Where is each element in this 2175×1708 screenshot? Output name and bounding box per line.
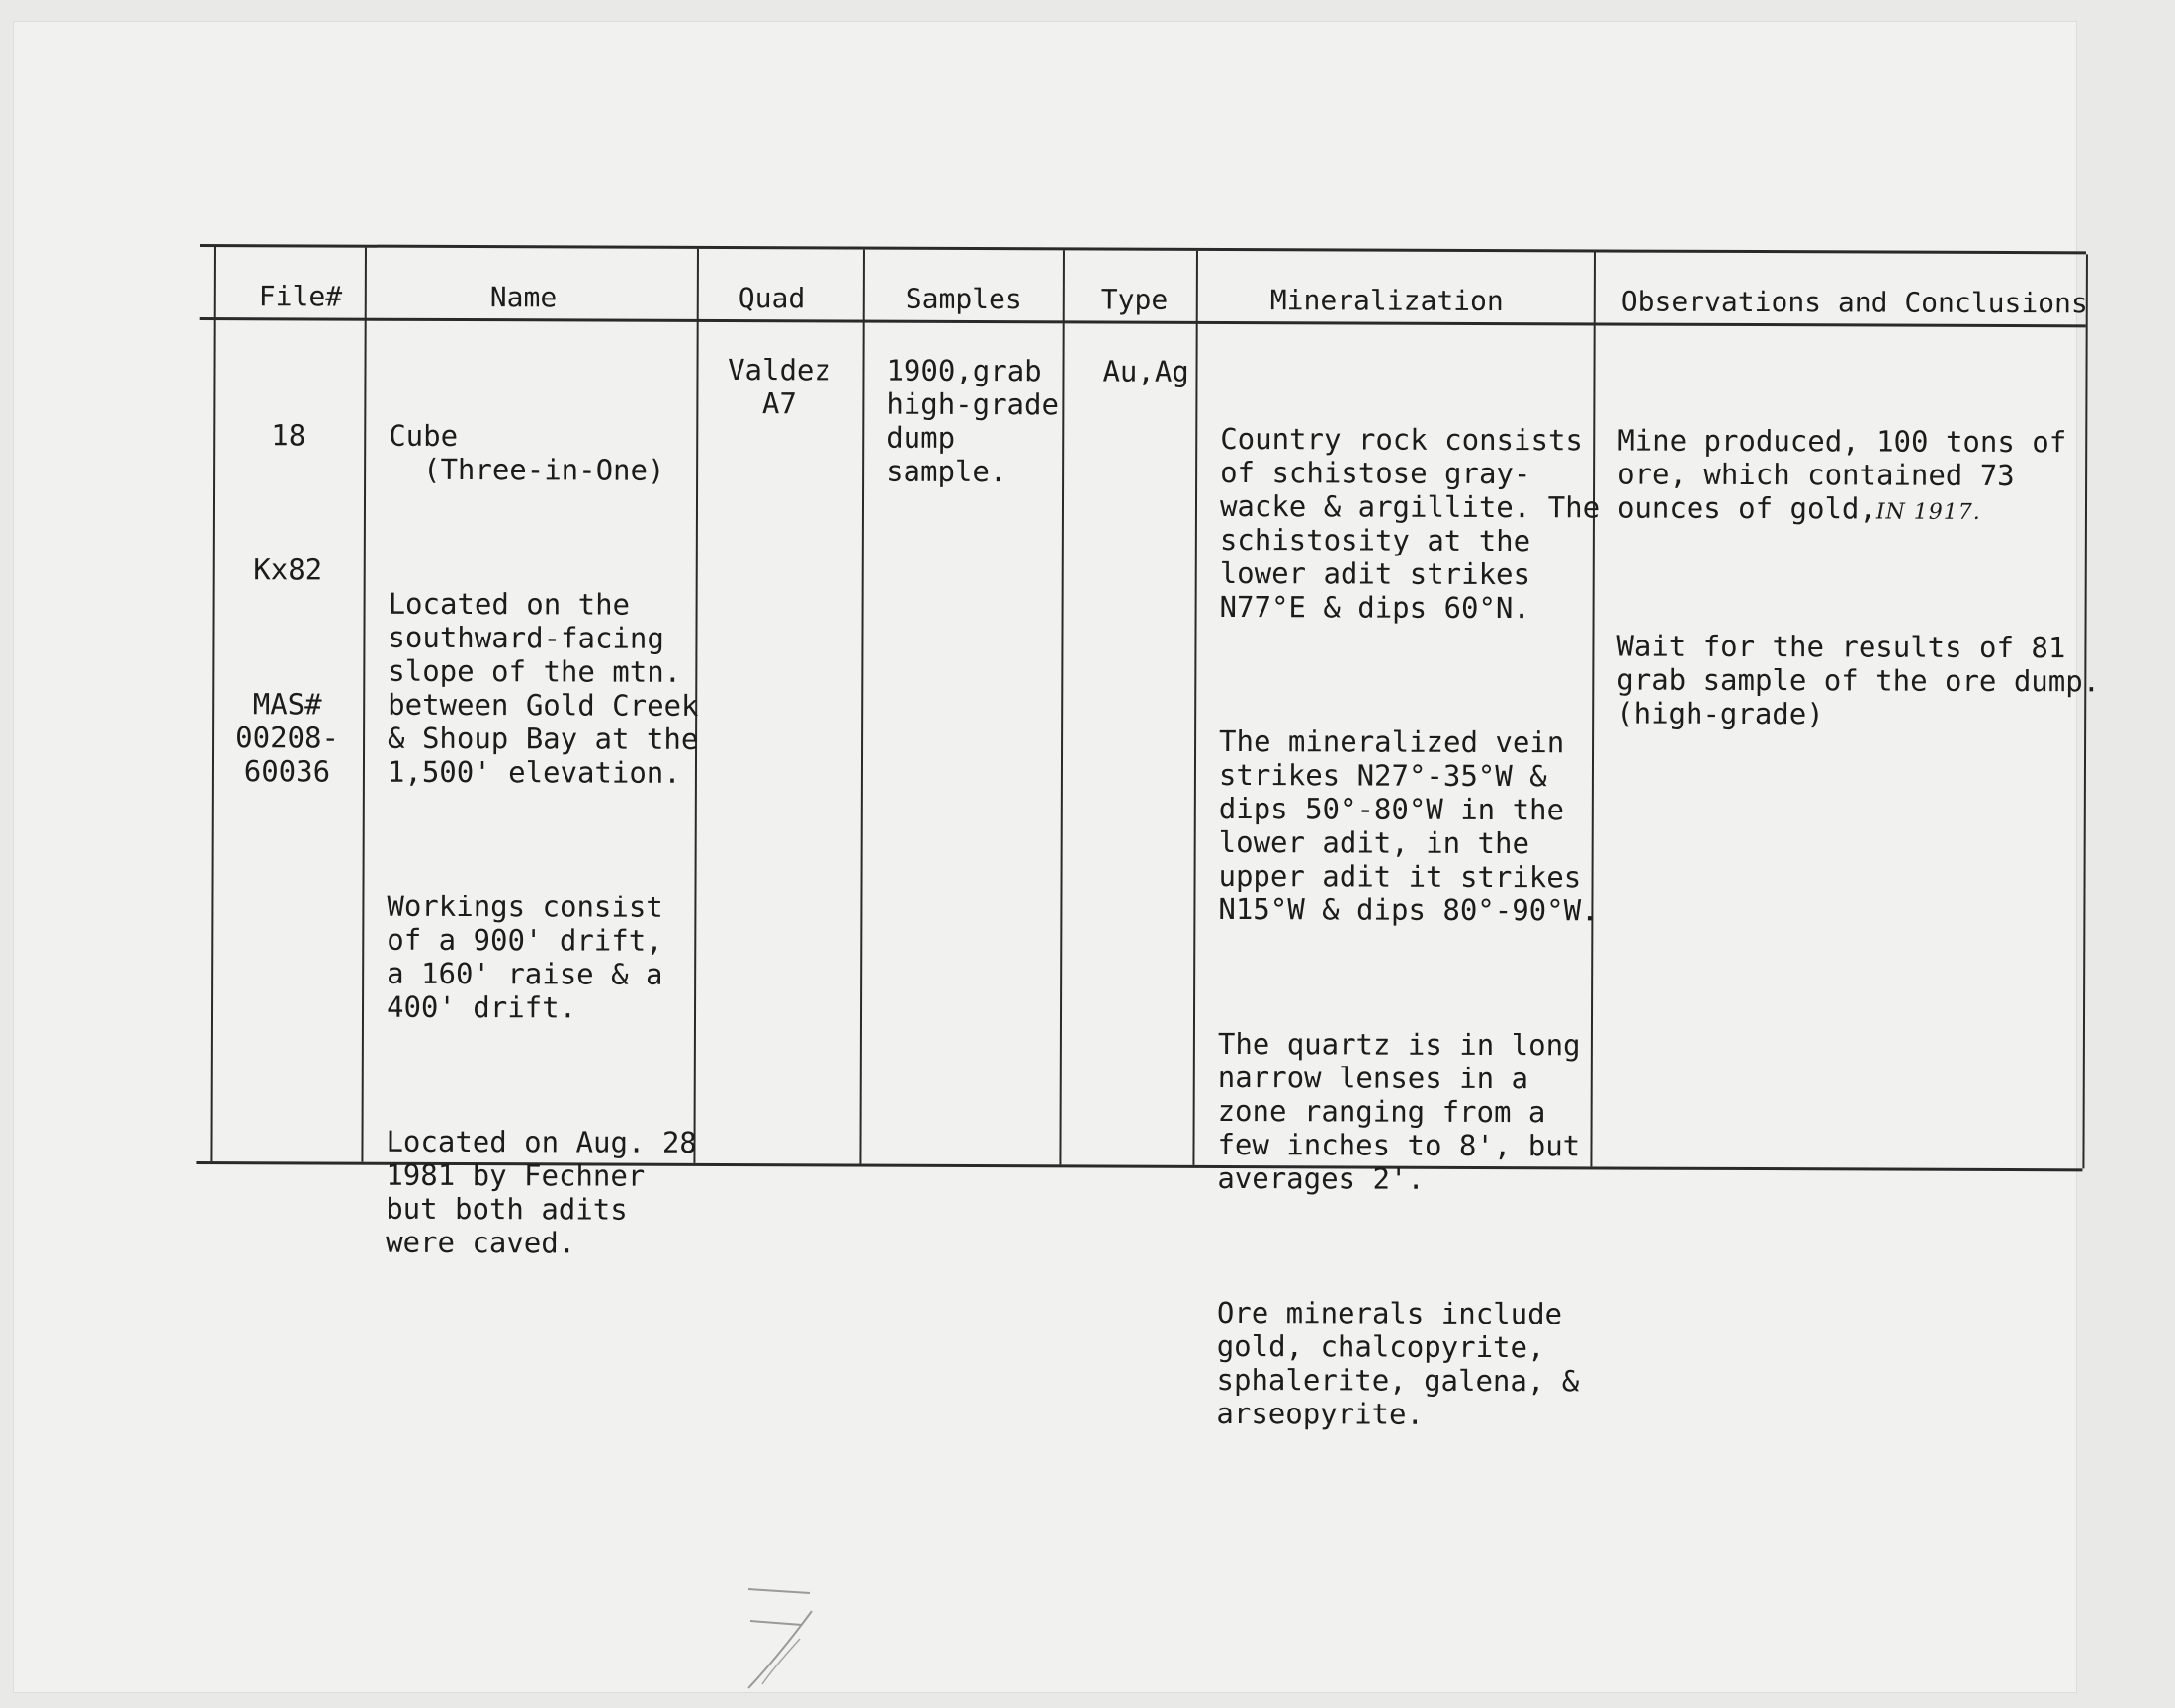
samples-cell: 1900,grab high-grade dump sample. [886, 353, 1060, 489]
handwritten-year: IN 1917. [1875, 499, 1981, 525]
name-cell [386, 352, 700, 1361]
header-quad: Quad [738, 282, 806, 315]
prospect-table [196, 244, 2101, 1431]
country-rock-text: Country rock consists of schistose gray- wacke & argillite. The schistosity at the lower adit strikes N77°E & dips 60°N. [1219, 421, 1601, 626]
type-cell: Au,Ag [1102, 354, 1189, 388]
visit-text: Located on Aug. 28 1981 by Fechner but both adits were caved. [386, 1124, 697, 1260]
header-samples: Samples [905, 282, 1022, 316]
document-page [14, 22, 2101, 1692]
observations-cell [1616, 357, 2102, 833]
quartz-text: The quartz is in long narrow lenses in a zone ranging from a few inches to 8', but averages 2'. [1217, 1026, 1581, 1196]
column-divider [1059, 250, 1065, 1164]
mineralization-cell [1216, 355, 1601, 1532]
header-file: File# [258, 280, 343, 313]
production-text [1617, 424, 2101, 531]
location-text: Located on the southward-facing slope of the mtn. between Gold Creek & Shoup Bay at the 1,500' elevation. [387, 586, 699, 790]
mas-number: MAS# 00208- 60036 [235, 687, 340, 789]
quad-cell: Valdez A7 [728, 353, 831, 421]
results-text: Wait for the results of 81 grab sample of the ore dump. (high-grade) [1616, 629, 2101, 731]
header-name: Name [489, 281, 558, 314]
handwritten-mark [740, 1581, 834, 1695]
production-typed: Mine produced, 100 tons of ore, which contained 73 ounces of gold, [1616, 423, 2067, 526]
file-cell [211, 351, 364, 890]
file-number: 18 [271, 418, 306, 453]
header-rule [200, 317, 2086, 327]
file-code: Kx82 [253, 553, 323, 587]
workings-text: Workings consist of a 900' drift, a 160' raise & a 400' drift. [386, 889, 663, 1025]
property-name: Cube (Three-in-One) [389, 418, 665, 487]
vein-text: The mineralized vein strikes N27°-35°W & dips 50°-80°W in the lower adit, in the upper adit it strikes N15°W & dips 80°-90°W. [1218, 724, 1599, 928]
header-type: Type [1100, 283, 1169, 316]
ore-minerals-text: Ore minerals include gold, chalcopyrite, sphalerite, galena, & arseopyrite. [1216, 1295, 1580, 1431]
header-observations: Observations and Conclusions [1620, 285, 2088, 320]
column-divider [1192, 251, 1198, 1165]
header-mineralization: Mineralization [1269, 284, 1504, 318]
